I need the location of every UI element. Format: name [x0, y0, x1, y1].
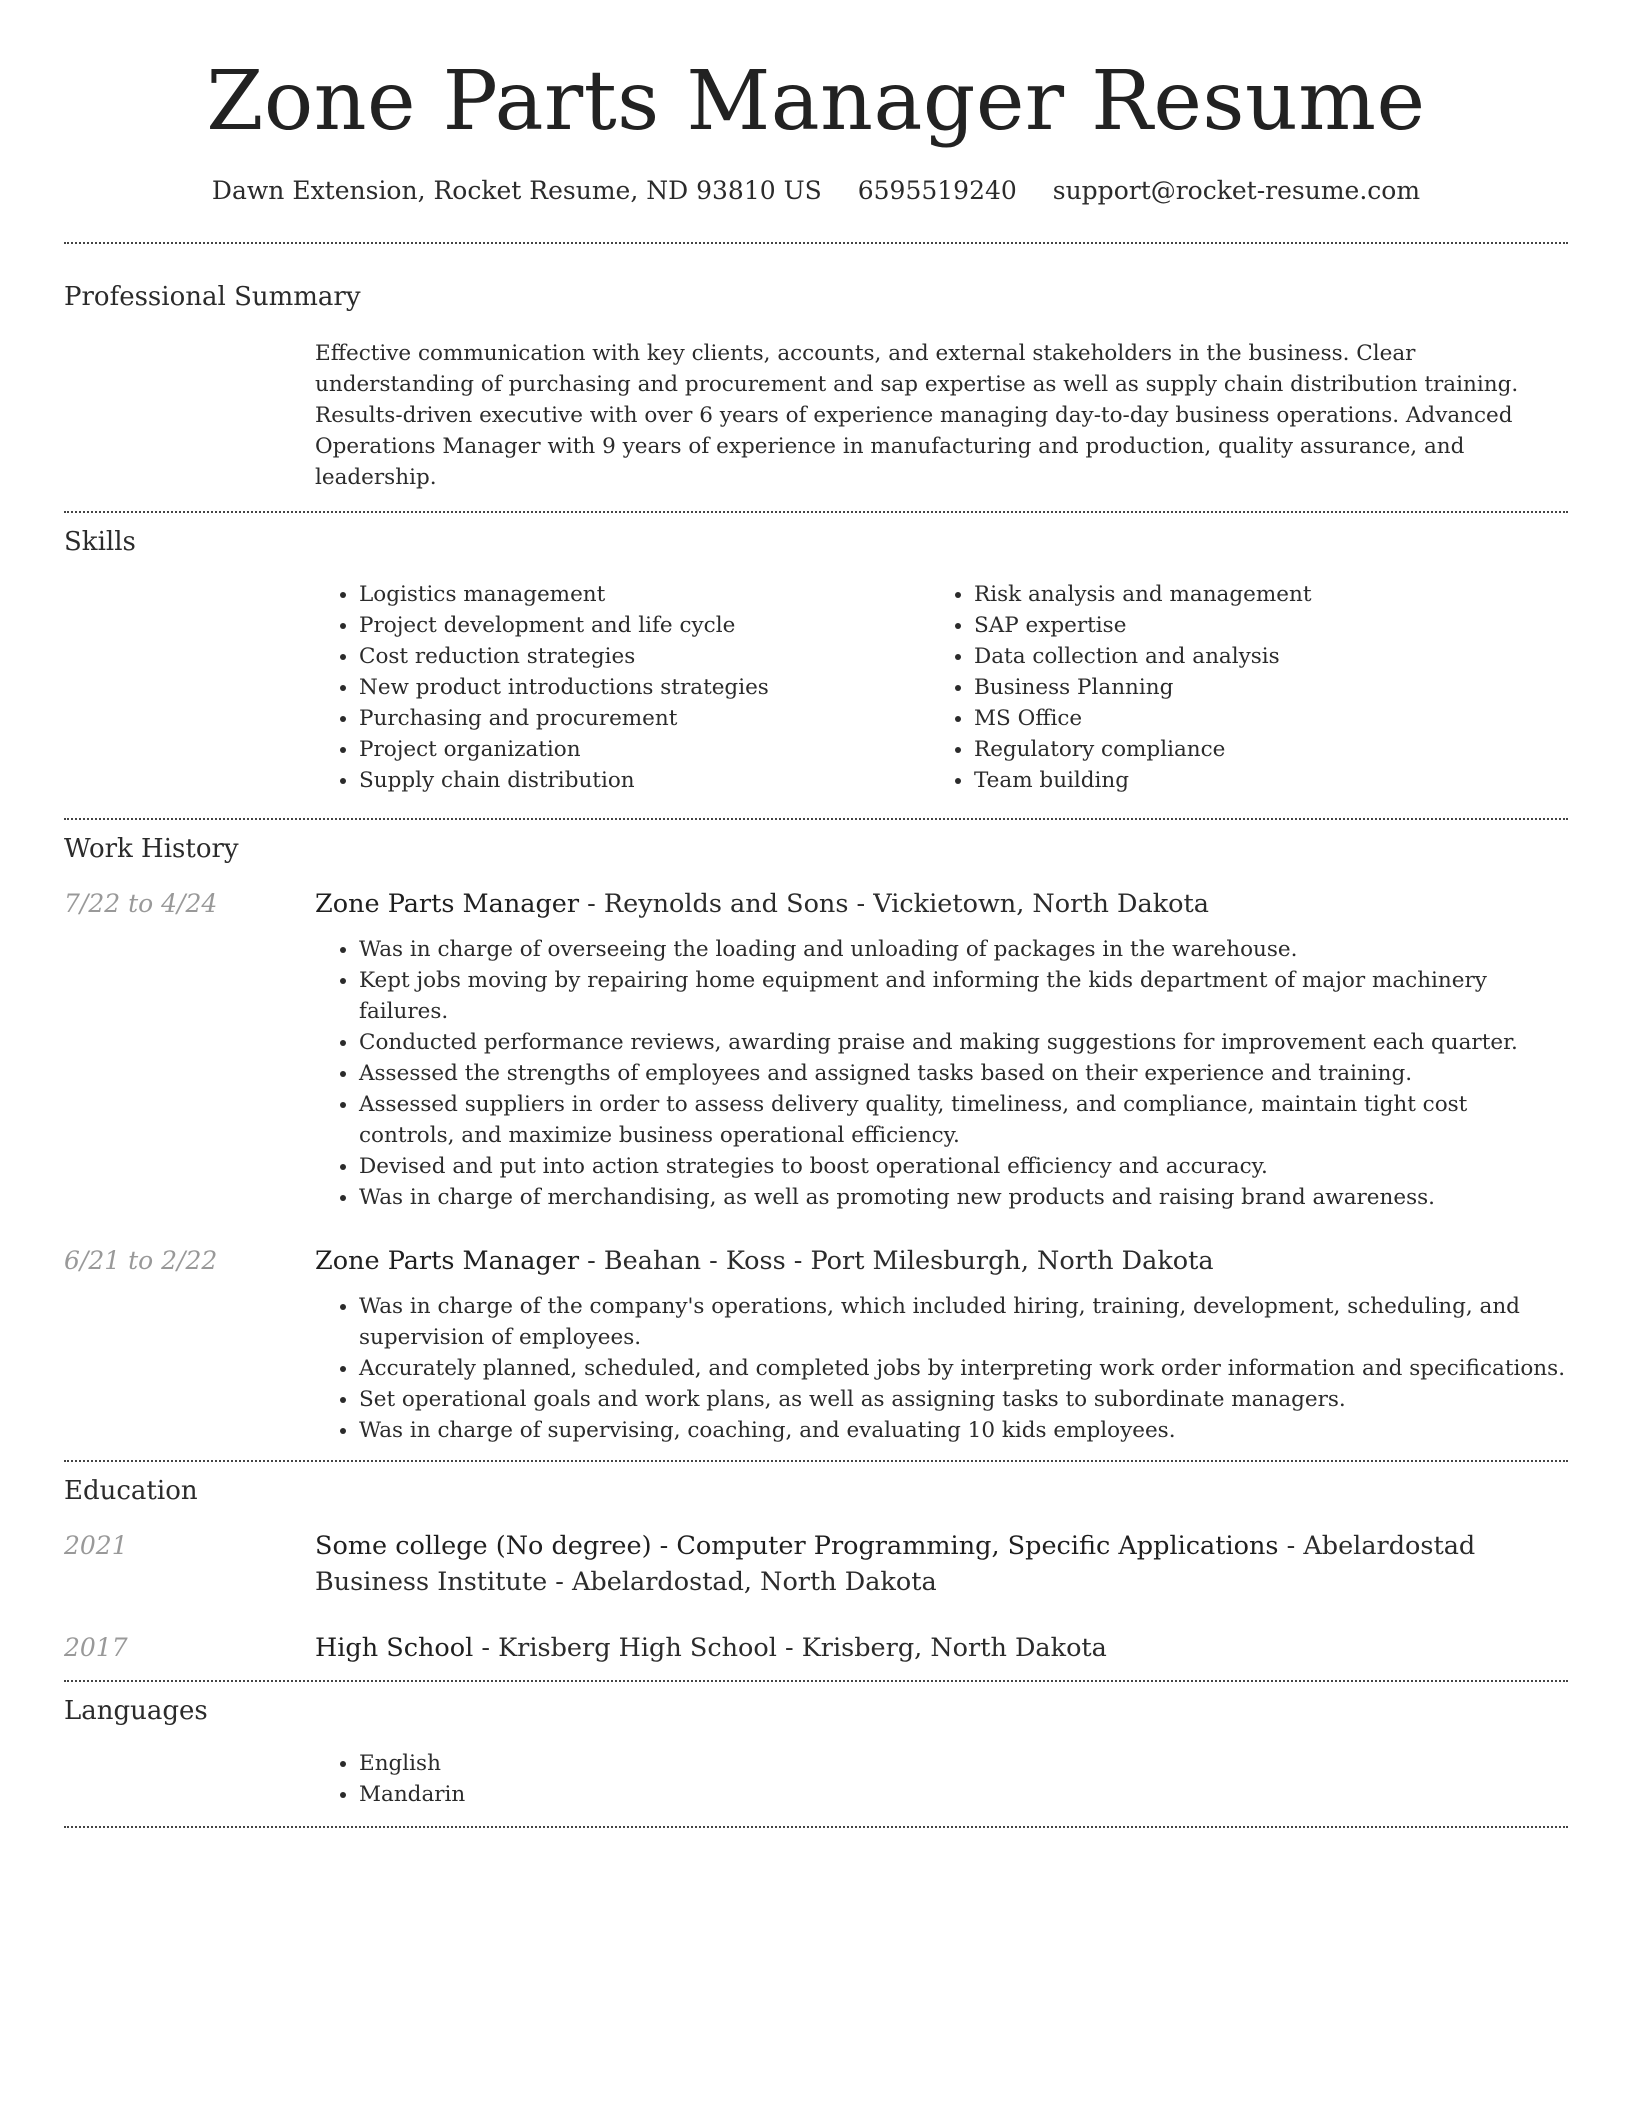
list-item: • Mandarin [359, 1779, 1568, 1810]
education-body [315, 1528, 1568, 1600]
list-item: • Project organization [359, 734, 930, 765]
contact-line [64, 174, 1568, 208]
list-item: • SAP expertise [974, 610, 1545, 641]
education-section [64, 1462, 1568, 1680]
list-item: • Supply chain distribution [359, 765, 930, 796]
list-item: • Data collection and analysis [974, 641, 1545, 672]
list-item: • Cost reduction strategies [359, 641, 930, 672]
education-entry [64, 1528, 1568, 1600]
list-item: • Devised and put into action strategies to boost operational efficiency and accuracy. [359, 1151, 1568, 1182]
list-item: • Accurately planned, scheduled, and completed jobs by interpreting work order information and specifications. [359, 1353, 1568, 1384]
job-body [315, 1243, 1568, 1446]
list-item: • Kept jobs moving by repairing home equipment and informing the kids department of major machinery failures. [359, 965, 1568, 1027]
list-item: • Assessed the strengths of employees and assigned tasks based on their experience and training. [359, 1058, 1568, 1089]
job-body [315, 886, 1568, 1213]
job-dates: 6/21 to 2/22 [64, 1246, 218, 1275]
list-item: • MS Office [974, 703, 1545, 734]
job-title: Zone Parts Manager [315, 889, 580, 919]
job-bullets [315, 1291, 1568, 1446]
list-item: • Set operational goals and work plans, as well as assigning tasks to subordinate managers. [359, 1384, 1568, 1415]
list-item: • Project development and life cycle [359, 610, 930, 641]
list-item: • Was in charge of overseeing the loading and unloading of packages in the warehouse. [359, 934, 1568, 965]
list-item: • Was in charge of the company's operations, which included hiring, training, development, scheduling, and supervision of employees. [359, 1291, 1568, 1353]
contact-phone: 6595519240 [857, 176, 1017, 205]
education-title-line [315, 1630, 1568, 1666]
skills-grid [315, 579, 1568, 796]
education-school: - Krisberg High School - Krisberg, North Dakota [473, 1633, 1107, 1663]
education-year: 2021 [64, 1531, 128, 1560]
languages-list [315, 1748, 1568, 1810]
job-title-line [315, 1243, 1568, 1279]
job-entry [64, 1243, 1568, 1446]
list-item: • Purchasing and procurement [359, 703, 930, 734]
list-item: • Business Planning [974, 672, 1545, 703]
education-year: 2017 [64, 1633, 128, 1662]
list-item: • Conducted performance reviews, awarding praise and making suggestions for improvement each quarter. [359, 1027, 1568, 1058]
education-body [315, 1630, 1568, 1666]
education-degree: High School [315, 1633, 474, 1663]
job-title-line [315, 886, 1568, 922]
education-school: - Abelardostad Business Institute - Abelardostad, North Dakota [315, 1531, 1476, 1597]
list-item: • Was in charge of merchandising, as well as promoting new products and raising brand awareness. [359, 1182, 1568, 1213]
list-item: • Regulatory compliance [974, 734, 1545, 765]
skills-list-left [315, 579, 930, 796]
contact-email: support@rocket-resume.com [1052, 176, 1421, 205]
job-entry [64, 886, 1568, 1213]
skills-section [64, 513, 1568, 818]
job-employer: - Beahan - Koss - Port Milesburgh, North Dakota [579, 1246, 1214, 1276]
job-bullets [315, 934, 1568, 1213]
list-item: • Risk analysis and management [974, 579, 1545, 610]
summary-text: Effective communication with key clients, accounts, and external stakeholders in the business. Clear understanding of purchasing and procurement and sap expertise as well as supply chain distribution training. Results-driven executive with over 6 years of experience managing day-to-day business operations. Advanced Operations Manager with 9 years of experience in manufacturing and production, quality assurance, and leadership. [315, 341, 1519, 490]
section-divider [64, 1826, 1568, 1828]
list-item: • Was in charge of supervising, coaching, and evaluating 10 kids employees. [359, 1415, 1568, 1446]
list-item: • New product introductions strategies [359, 672, 930, 703]
page-title: Zone Parts Manager Resume [206, 54, 1426, 149]
education-entry [64, 1630, 1568, 1666]
list-item: • Assessed suppliers in order to assess delivery quality, timeliness, and compliance, maintain tight cost controls, and maximize business operational efficiency. [359, 1089, 1568, 1151]
list-item: • Team building [974, 765, 1545, 796]
education-title-line [315, 1528, 1568, 1600]
summary-section [64, 244, 1568, 511]
education-heading: Education [64, 1476, 198, 1506]
summary-heading: Professional Summary [64, 282, 361, 312]
skills-list-right [930, 579, 1545, 796]
education-degree: Some college (No degree) - Computer Programming, Specific Applications [315, 1531, 1279, 1561]
languages-heading: Languages [64, 1696, 208, 1726]
resume-header [64, 0, 1568, 208]
languages-section [64, 1682, 1568, 1826]
list-item: • Logistics management [359, 579, 930, 610]
contact-address: Dawn Extension, Rocket Resume, ND 93810 US [211, 176, 822, 205]
job-dates: 7/22 to 4/24 [64, 889, 218, 918]
work-section [64, 820, 1568, 1460]
work-heading: Work History [64, 834, 239, 864]
skills-heading: Skills [64, 527, 136, 557]
list-item: • English [359, 1748, 1568, 1779]
job-employer: - Reynolds and Sons - Vickietown, North Dakota [579, 889, 1209, 919]
job-title: Zone Parts Manager [315, 1246, 580, 1276]
